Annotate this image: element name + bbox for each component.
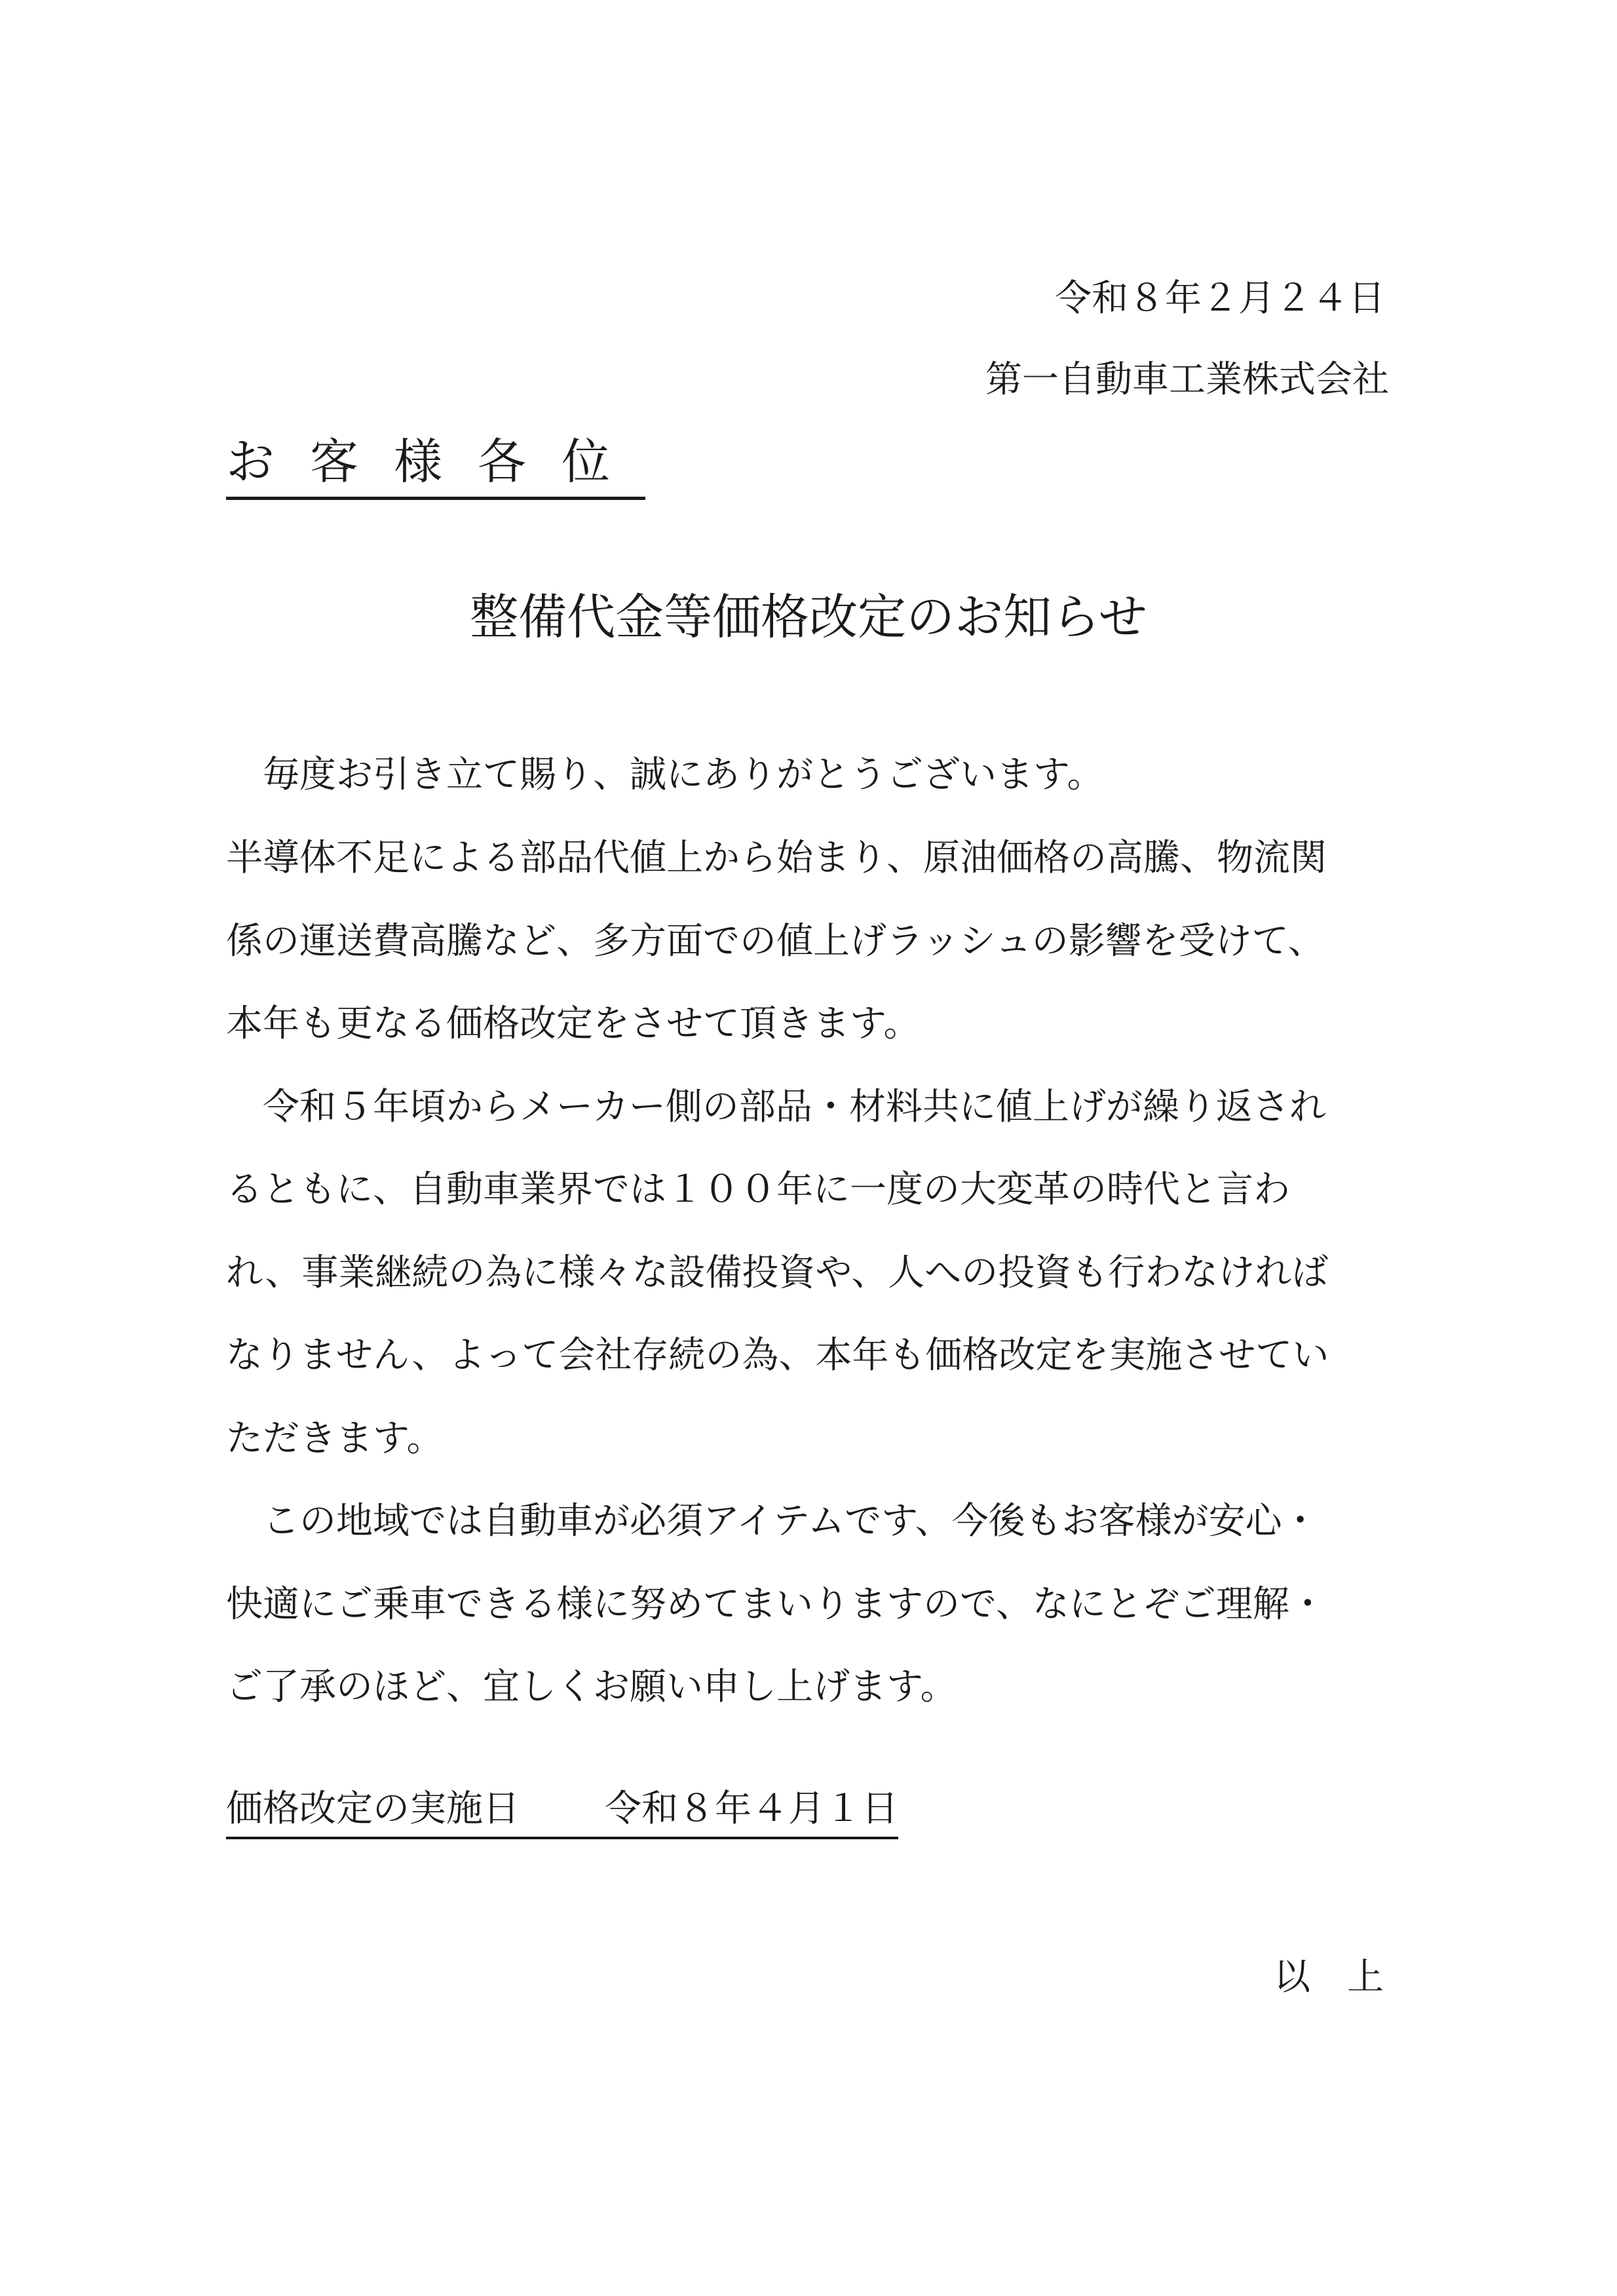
effective-date-line [226, 1788, 898, 1839]
body-line-4: 本年も更なる価格改定をさせて頂きます。 [226, 1003, 921, 1045]
body-line-11: 快適にご乗車できる様に努めてまいりますので、なにとぞご理解・ [226, 1583, 1326, 1626]
closing-remark: 以上 [1274, 1956, 1420, 1999]
body-line-2: 半導体不足による部品代値上から始まり、原油価格の高騰、物流関 [226, 837, 1327, 879]
body-line-9: ただきます。 [226, 1417, 444, 1460]
document-date: 令和８年２月２４日 [1055, 277, 1385, 320]
notice-title: 整備代金等価格改定のお知らせ [470, 589, 1147, 645]
company-name: 第一自動車工業株式会社 [985, 358, 1389, 401]
body-line-10: この地域では自動車が必須アイテムです、今後もお客様が安心・ [226, 1500, 1319, 1542]
body-line-8: なりません、よって会社存続の為、本年も価格改定を実施させてい [226, 1334, 1329, 1377]
body-line-1: 毎度お引き立て賜り、誠にありがとうございます。 [226, 754, 1104, 796]
salutation: お客様各位 [226, 438, 645, 500]
effective-date-value: 令和８年４月１日 [605, 1788, 898, 1830]
body-line-3: 係の運送費高騰など、多方面での値上げラッシュの影響を受けて、 [226, 920, 1325, 963]
body-line-12: ご了承のほど、宜しくお願い申し上げます。 [226, 1666, 957, 1708]
body-line-6: るともに、自動車業界では１００年に一度の大変革の時代と言わ [226, 1168, 1290, 1211]
effective-date-label: 価格改定の実施日 [226, 1788, 520, 1830]
body-line-5: 令和５年頃からメーカー側の部品・材料共に値上げが繰り返され [226, 1086, 1326, 1128]
body-line-7: れ、事業継続の為に様々な設備投資や、人への投資も行わなければ [226, 1252, 1329, 1294]
